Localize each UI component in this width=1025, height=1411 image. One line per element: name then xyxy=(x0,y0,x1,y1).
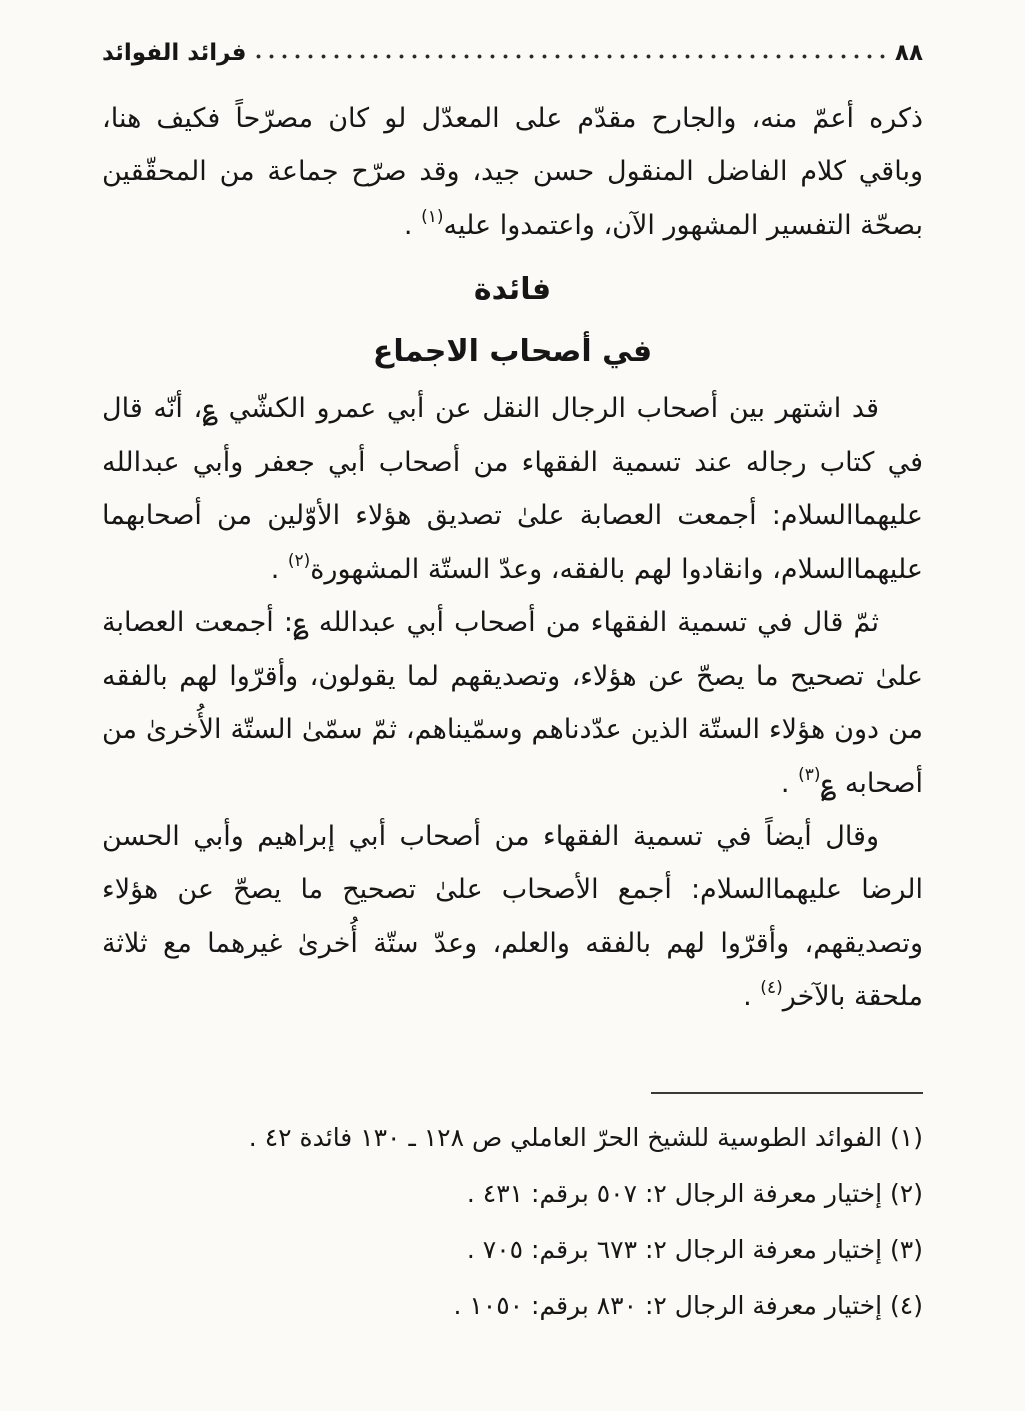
paragraph-2-tail: . xyxy=(270,553,288,585)
footnote-marker: (٤) xyxy=(890,1291,923,1320)
footnote-separator xyxy=(651,1092,923,1094)
paragraph-1-text: ذكره أعمّ منه، والجارح مقدّم على المعدّل لو كان مصرّحاً فكيف هنا، وباقي كلام الفاضل المنقول حسن جيد، وقد صرّح جماعة من المحقّقين بصحّة التفسير المشهور الآن، واعتمدوا عليه xyxy=(102,103,923,241)
footnote-text: إختيار معرفة الرجال ٢: ٨٣٠ برقم: ١٠٥٠ . xyxy=(453,1291,883,1320)
footnote-item-3 xyxy=(102,1222,923,1278)
dot-leader xyxy=(256,54,884,59)
paragraph-3-tail: . xyxy=(780,767,799,799)
footnote-text: إختيار معرفة الرجال ٢: ٦٧٣ برقم: ٧٠٥ . xyxy=(466,1235,883,1264)
book-title: فرائد الفوائد xyxy=(102,40,247,66)
page-number: ٨٨ xyxy=(894,40,923,66)
footnote-ref-2: (٢) xyxy=(287,550,311,571)
paragraph-1 xyxy=(102,92,923,252)
page-header xyxy=(102,40,923,66)
section-heading-faida: فائدة xyxy=(473,272,552,308)
paragraph-1-tail: . xyxy=(403,209,422,241)
paragraph-3-text: ثمّ قال في تسمية الفقهاء من أصحاب أبي عبدالله ؏: أجمعت العصابة علىٰ تصحيح ما يصحّ عن هؤلاء، وتصديقهم لما يقولون، وأقرّوا لهم بالفقه من دون هؤلاء الستّة الذين عدّدناهم وسمّيناهم، ثمّ سمّىٰ الستّة الأُخرىٰ من أصحابه ؏ xyxy=(102,607,923,799)
footnote-text: الفوائد الطوسية للشيخ الحرّ العاملي ص ١٢٨ ـ ١٣٠ فائدة ٤٢ . xyxy=(248,1123,883,1152)
footnote-marker: (١) xyxy=(890,1123,923,1152)
paragraph-3 xyxy=(102,596,923,810)
footnote-marker: (٢) xyxy=(890,1179,923,1208)
footnote-ref-3: (٣) xyxy=(798,764,821,785)
footnote-item-2 xyxy=(102,1166,923,1222)
page-body xyxy=(102,92,923,1024)
footnote-item-1 xyxy=(102,1110,923,1166)
paragraph-2 xyxy=(102,382,923,596)
footnote-ref-4: (٤) xyxy=(760,978,783,999)
section-heading-ashab-ijma: في أصحاب الاجماع xyxy=(372,334,653,370)
paragraph-4 xyxy=(102,810,923,1024)
footnote-item-4 xyxy=(102,1278,923,1334)
footnotes-section xyxy=(102,1092,923,1334)
paragraph-2-text: قد اشتهر بين أصحاب الرجال النقل عن أبي عمرو الكشّي ؏، أنّه قال في كتاب رجاله عند تسمية الفقهاء من أصحاب أبي جعفر وأبي عبدالله عليهماالسلام: أجمعت العصابة علىٰ تصديق هؤلاء الأوّلين من أصحابهما عليهماالسلام، وانقادوا لهم بالفقه، وعدّ الستّة المشهورة xyxy=(102,393,923,585)
footnote-ref-1: (١) xyxy=(421,206,444,227)
paragraph-4-text: وقال أيضاً في تسمية الفقهاء من أصحاب أبي إبراهيم وأبي الحسن الرضا عليهماالسلام: أجمع الأصحاب علىٰ تصحيح ما يصحّ عن هؤلاء وتصديقهم، وأقرّوا لهم بالفقه والعلم، وعدّ ستّة أُخرىٰ غيرهما مع ثلاثة ملحقة بالآخر xyxy=(102,820,923,1013)
footnote-text: إختيار معرفة الرجال ٢: ٥٠٧ برقم: ٤٣١ . xyxy=(466,1179,883,1208)
paragraph-4-tail: . xyxy=(743,981,761,1013)
footnote-marker: (٣) xyxy=(890,1235,923,1264)
